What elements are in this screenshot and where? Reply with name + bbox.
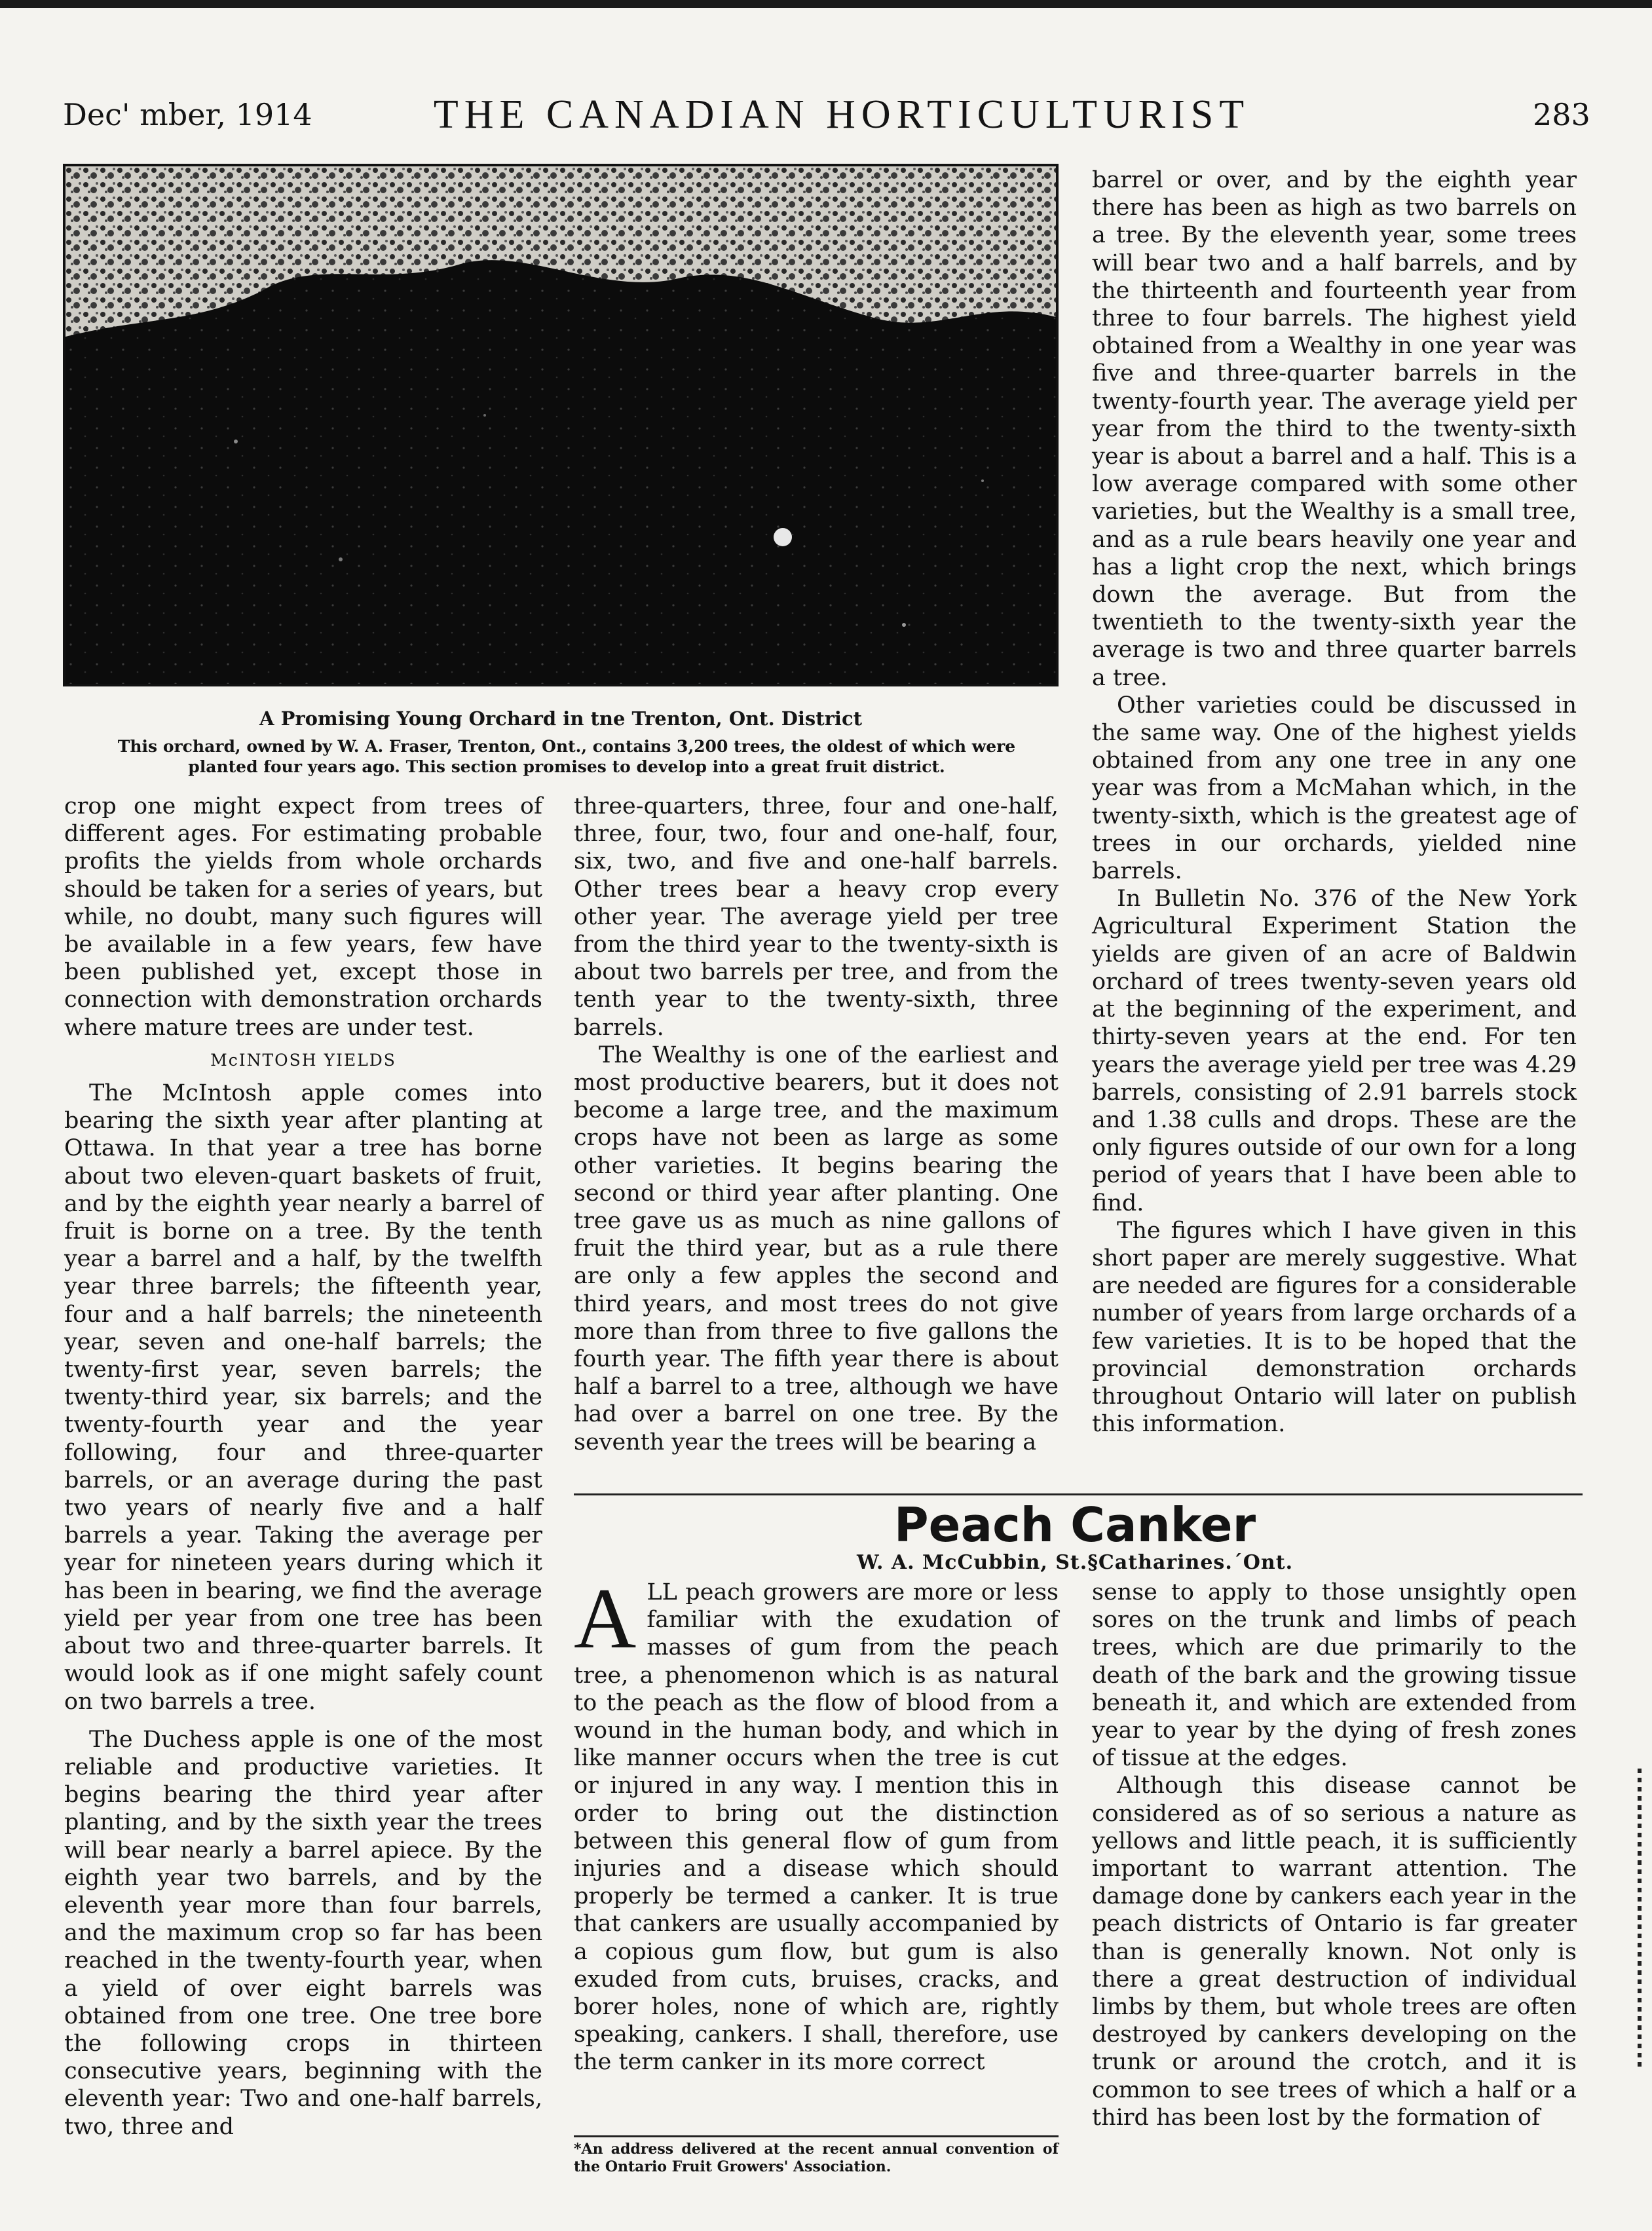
paragraph: The Wealthy is one of the earliest and most productive bearers, but it does not become a large tree, and the maximum crops have not been as large as some other varieties. It begins bearing the second or third year after planting. One tree gave us as much as nine gallons of fruit the third year, but as a rule there are only a few apples the second and third years, and most trees do not give more than from three to five gallons the fourth year. The fifth year there is about half a barrel to a tree, although we have had over a barrel on one tree. By the seventh year the trees will be bearing a xyxy=(574,1041,1059,1455)
footnote: *An address delivered at the recent annual convention of the Ontario Fruit Growers' Association. xyxy=(574,2141,1059,2175)
article-column-3 xyxy=(1092,166,1577,1438)
paragraph: sense to apply to those unsightly open sores on the trunk and limbs of peach trees, which are due primarily to the death of the bark and the growing tissue beneath it, and which are extended from year to year by the dying of fresh zones of tissue at the edges. xyxy=(1092,1579,1577,1772)
footnote-rule xyxy=(574,2135,1059,2137)
article-column-1 xyxy=(64,793,542,2141)
peach-column-2 xyxy=(1092,1579,1577,2131)
paragraph: In Bulletin No. 376 of the New York Agricultural Experiment Station the yields are given of an acre of Baldwin orchard of trees twenty-seven years old at the beginning of the experiment, and thirty-seven years at the end. For ten years the average yield per tree was 4.29 barrels, consisting of 2.91 barrels stock and 1.38 culls and drops. These are the only figures outside of our own for a long period of years that I have been able to find. xyxy=(1092,886,1577,1216)
paragraph: LL peach growers are more or less familiar with the exudation of masses of gum from the peach tree, a phenomenon which is as natural to the peach as the flow of blood from a wound in the human body, and which in like manner occurs when the tree is cut or injured in any way. I mention this in order to bring out the distinction between this general flow of gum from injuries and a disease which should properly be termed a canker. It is true that cankers are usually accompanied by a copious gum flow, but gum is also exuded from cuts, bruises, cracks, and borer holes, none of which are, rightly speaking, cankers. I shall, therefore, use the term canker in its more correct xyxy=(574,1579,1059,2076)
paragraph: barrel or over, and by the eighth year there has been as high as two barrels on a tree. By the eleventh year, some trees will bear two and a half barrels, and by the thirteenth and fourteenth year from three to four barrels. The highest yield obtained from a Wealthy in one year was five and three-quarter barrels in the twenty-fourth year. The average yield per year from the third to the twenty-sixth year is about a barrel and a half. This is a low average compared with some other varieties, but the Wealthy is a small tree, and as a rule bears heavily one year and has a light crop the next, which brings down the average. But from the twentieth to the twenty-sixth year the average is two and three quarter barrels a tree. xyxy=(1092,167,1577,691)
section-heading: McINTOSH YIELDS xyxy=(210,1050,396,1070)
page-edge-mark xyxy=(1638,1769,1642,2070)
paragraph: The McIntosh apple comes into bearing the sixth year after planting at Ottawa. In that year a tree has borne about two eleven-quart baskets of fruit, and by the eighth year nearly a barrel of fruit is borne on a tree. By the tenth year a barrel and a half, by the twelfth year three barrels; the fifteenth year, four and a half barrels; the nineteenth year, seven and one-half barrels; the twenty-first year, seven barrels; the twenty-third year, six barrels; and the twenty-fourth year and the year following, four and three-quarter barrels, or an average during the past two years of nearly five and a half barrels a year. Taking the average per year for nineteen years during which it has been in bearing, we find the average yield per year from one tree has been about two and three-quarter barrels. It would look as if one might safely count on two barrels a tree. xyxy=(64,1080,542,1715)
paragraph: crop one might expect from trees of different ages. For estimating probable profits the yields from whole orchards should be taken for a series of years, but while, no doubt, many such figures will be available in a few years, few have been published yet, except those in connection with demonstration orchards where mature trees are under test. xyxy=(64,793,542,1041)
top-rule xyxy=(0,0,1652,8)
author-byline: W. A. McCubbin, St.§Catharines.´Ont. xyxy=(856,1551,1294,1574)
orchard-photo-image xyxy=(66,166,1056,684)
paragraph: The Duchess apple is one of the most reliable and productive varieties. It begins bearing the third year after planting, and by the sixth year the trees will bear nearly a barrel apiece. By the eighth year two barrels, and by the eleventh year more than four barrels, and the maximum crop so far has been reached in the twenty-fourth year, when a yield of over eight barrels was obtained from one tree. One tree bore the following crops in thirteen consecutive years, beginning with the eleventh year: Two and one-half barrels, two, three and xyxy=(64,1726,542,2140)
photo-caption-body: This orchard, owned by W. A. Fraser, Trenton, Ont., contains 3,200 trees, the oldest of which were planted four years ago. This section promises to develop into a great fruit district. xyxy=(117,737,1016,776)
paragraph: Although this disease cannot be considered as of so serious a nature as yellows and little peach, it is sufficiently important to warrant attention. The damage done by cankers each year in the peach districts of Ontario is far greater than is generally known. Not only is there a great destruction of individual limbs by them, but whole trees are often destroyed by cankers developing on the trunk or around the crotch, and it is common to see trees of which a half or a third has been lost by the formation of xyxy=(1092,1772,1577,2131)
photo-caption-title: A Promising Young Orchard in tne Trenton, Ont. District xyxy=(259,707,862,730)
paragraph: three-quarters, three, four and one-half, three, four, two, four and one-half, four, six, two, and five and one-half barrels. Other trees bear a heavy crop every other year. The average yield per tree from the third year to the twenty-sixth is about two barrels per tree, and from the tenth year to the twenty-sixth, three barrels. xyxy=(574,793,1059,1041)
article-column-2 xyxy=(574,793,1059,1456)
page-number: 283 xyxy=(1533,97,1590,132)
peach-column-1 xyxy=(574,1570,1059,2076)
paragraph: The figures which I have given in this short paper are merely suggestive. What are needed are figures for a considerable number of years from large orchards of a few varieties. It is to be hoped that the provincial demonstration orchards throughout Ontario will later on publish this information. xyxy=(1092,1217,1577,1438)
drop-cap: A xyxy=(574,1570,637,1666)
section-divider xyxy=(574,1493,1583,1495)
issue-date: Dec' mber, 1914 xyxy=(63,97,312,132)
orchard-photo xyxy=(63,164,1059,686)
masthead-title: THE CANADIAN HORTICULTURIST xyxy=(433,92,1250,137)
peach-canker-title: Peach Canker xyxy=(893,1497,1256,1552)
paragraph: Other varieties could be discussed in the same way. One of the highest yields obtained from any one tree in any one year was from a McMahan which, in the twenty-sixth, which is the greatest age of trees in our orchards, yielded nine barrels. xyxy=(1092,692,1577,885)
